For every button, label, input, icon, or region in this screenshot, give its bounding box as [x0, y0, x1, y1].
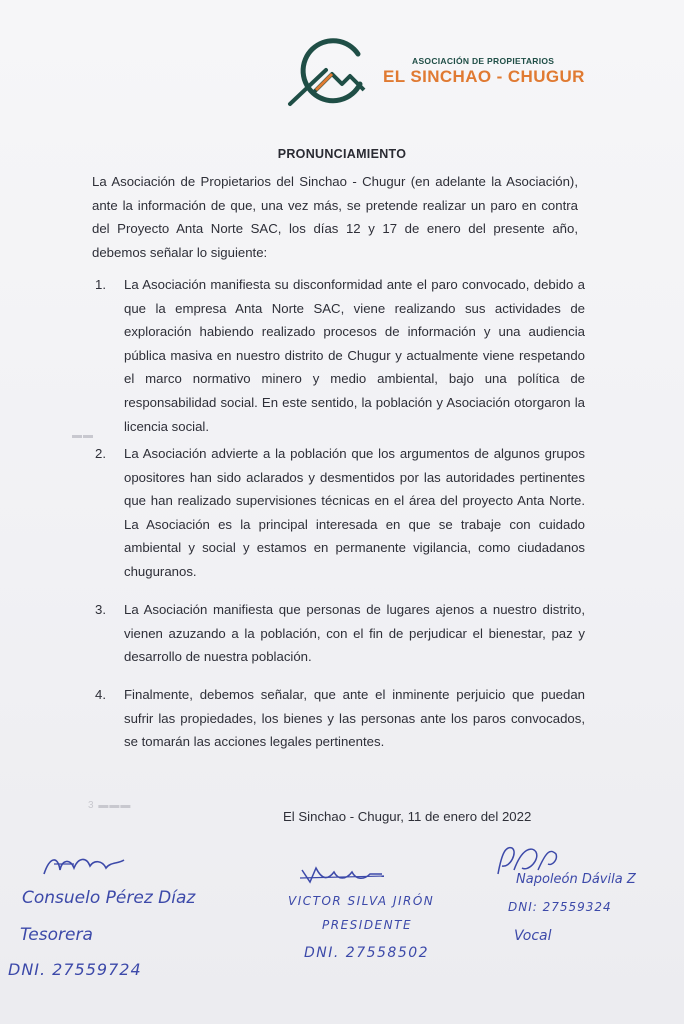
list-item	[95, 598, 585, 673]
bleed-through-mark: ▬▬	[72, 430, 94, 441]
signature-left-name: Consuelo Pérez Díaz	[22, 888, 196, 908]
list-item	[95, 442, 585, 587]
item-number: 4.	[95, 687, 106, 702]
signature-scribble-left-icon	[40, 852, 130, 882]
signature-center-role: PRESIDENTE	[322, 918, 413, 932]
item-number: 3.	[95, 602, 106, 617]
item-text: La Asociación manifiesta que personas de lugares ajenos a nuestro distrito, vienen azuzando a la población, con el fin de perjudicar el bienestar, paz y desarrollo de nuestra población.	[124, 602, 585, 665]
item-number: 1.	[95, 277, 106, 292]
signature-center-dni: DNI. 27558502	[304, 945, 430, 961]
item-number: 2.	[95, 446, 106, 461]
list-item	[95, 273, 585, 463]
bleed-through-mark: 3 ▬▬▬	[88, 800, 132, 811]
org-subtitle: ASOCIACIÓN DE PROPIETARIOS	[412, 56, 555, 66]
item-text: La Asociación advierte a la población que los argumentos de algunos grupos opositores han sido aclarados y desmentidos por las autoridades pertinentes que han realizado supervisiones técnicas en el área del proyecto Anta Norte. La Asociación es la principal interesada en que se trabaje con cuidado ambiental y social y estamos en permanente vigilancia, como ciudadanos chuguranos.	[124, 446, 585, 579]
signature-left-role: Tesorera	[20, 925, 93, 945]
association-logo-icon	[286, 36, 378, 108]
list-item	[95, 683, 585, 758]
intro-paragraph: La Asociación de Propietarios del Sinchao - Chugur (en adelante la Asociación), ante la información de que, una vez más, se pretende realizar un paro en contra del Proyecto Anta Norte SAC, los días 12 y 17 de enero del presente año, debemos señalar lo siguiente:	[92, 174, 578, 260]
item-text: La Asociación manifiesta su disconformidad ante el paro convocado, debido a que la empresa Anta Norte SAC, viene realizando sus actividades de exploración habiendo realizado procesos de información y una audiencia pública masiva en nuestro distrito de Chugur y actualmente viene respetando el marco normativo minero y medio ambiental, bajo una política de responsabilidad social. En este sentido, la población y Asociación otorgaron la licencia social.	[124, 277, 585, 434]
signature-right-role: Vocal	[514, 928, 552, 944]
item-text: Finalmente, debemos señalar, que ante el inminente perjuicio que puedan sufrir las propiedades, los bienes y las personas ante los paros convocados, se tomarán las acciones legales pertinentes.	[124, 687, 585, 750]
signature-right-name: Napoleón Dávila Z	[516, 872, 636, 887]
org-name: EL SINCHAO - CHUGUR	[383, 67, 585, 86]
signature-left-dni: DNI. 27559724	[8, 960, 142, 979]
date-line: El Sinchao - Chugur, 11 de enero del 2022	[283, 809, 532, 824]
signature-right-dni: DNI: 27559324	[508, 900, 612, 914]
signature-scribble-center-icon	[298, 862, 388, 888]
document-title: PRONUNCIAMIENTO	[277, 147, 407, 161]
signature-center-name: VICTOR SILVA JIRÓN	[288, 894, 435, 908]
